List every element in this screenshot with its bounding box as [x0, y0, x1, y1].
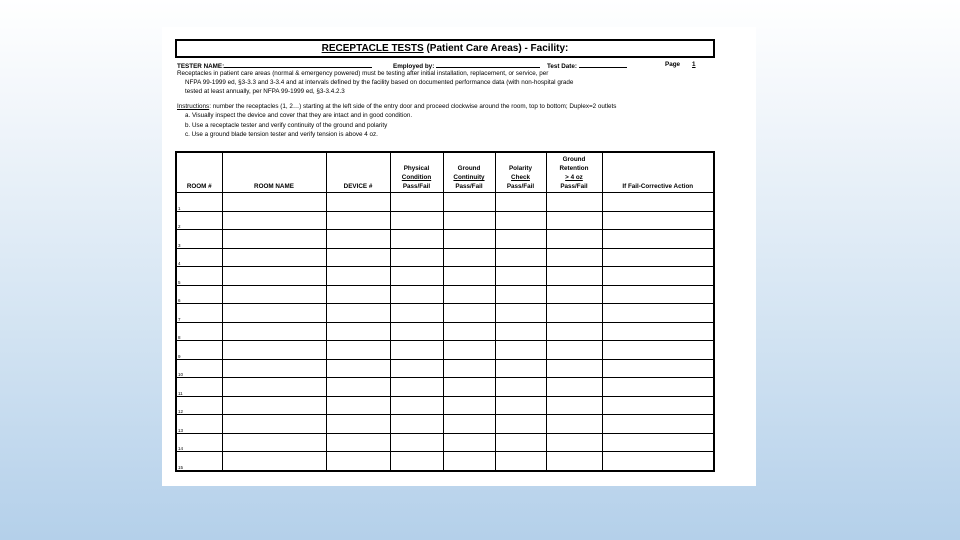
table-cell[interactable]: [390, 452, 443, 471]
header-physical-line3: Pass/Fail: [402, 183, 431, 190]
header-polarity-check: [495, 152, 546, 193]
table-cell[interactable]: [390, 211, 443, 230]
intro-line-1: Receptacles in patient care areas (normal & emergency powered) must be testing after initial installation, replacement, or service, per: [177, 70, 549, 77]
table-cell[interactable]: [390, 248, 443, 267]
row-number-cell[interactable]: 6: [176, 285, 222, 304]
table-cell[interactable]: [546, 341, 602, 360]
table-cell[interactable]: [495, 359, 546, 378]
table-cell[interactable]: [390, 378, 443, 397]
header-ground-line2: Continuity: [453, 174, 485, 181]
table-cell[interactable]: [443, 230, 495, 249]
table-cell[interactable]: [326, 396, 390, 415]
table-cell[interactable]: [602, 230, 714, 249]
table-cell[interactable]: [326, 304, 390, 323]
table-cell[interactable]: [546, 211, 602, 230]
table-cell[interactable]: [443, 267, 495, 286]
row-number-cell[interactable]: 9: [176, 341, 222, 360]
table-cell[interactable]: [390, 285, 443, 304]
header-corrective-action: If Fail-Corrective Action: [602, 152, 714, 193]
table-row: [176, 396, 714, 415]
table-cell[interactable]: [222, 359, 326, 378]
table-cell[interactable]: [602, 433, 714, 452]
table-cell[interactable]: [390, 322, 443, 341]
header-ground-retention: [546, 152, 602, 193]
row-number-cell[interactable]: 11: [176, 378, 222, 397]
table-cell[interactable]: [546, 452, 602, 471]
page-label: Page: [665, 61, 681, 68]
table-cell[interactable]: [222, 304, 326, 323]
table-cell[interactable]: [546, 433, 602, 452]
table-cell[interactable]: [222, 433, 326, 452]
table-cell[interactable]: [222, 378, 326, 397]
table-cell[interactable]: [443, 285, 495, 304]
employed-by-row: [393, 61, 540, 70]
table-cell[interactable]: [495, 267, 546, 286]
table-cell[interactable]: [495, 415, 546, 434]
row-number-cell[interactable]: 12: [176, 396, 222, 415]
instructions-line: [177, 103, 616, 110]
test-date-label: Test Date:: [547, 63, 577, 70]
table-cell[interactable]: [495, 341, 546, 360]
table-cell[interactable]: [222, 285, 326, 304]
header-room-name: ROOM NAME: [222, 152, 326, 193]
table-cell[interactable]: [546, 285, 602, 304]
header-physical-line1: Physical: [403, 165, 430, 172]
row-number-cell[interactable]: 8: [176, 322, 222, 341]
table-cell[interactable]: [546, 359, 602, 378]
employed-by-field[interactable]: [436, 61, 540, 68]
table-cell[interactable]: [326, 322, 390, 341]
table-cell[interactable]: [602, 267, 714, 286]
table-cell[interactable]: [443, 359, 495, 378]
table-cell[interactable]: [326, 248, 390, 267]
header-retention-line2: Retention: [559, 165, 589, 172]
table-cell[interactable]: [326, 267, 390, 286]
tester-name-label: TESTER NAME:: [177, 63, 225, 70]
receptacle-test-table: [175, 151, 715, 472]
table-row: [176, 248, 714, 267]
table-cell[interactable]: [222, 341, 326, 360]
header-polarity-line3: Pass/Fail: [506, 183, 535, 190]
table-cell[interactable]: [390, 341, 443, 360]
row-number-cell[interactable]: 1: [176, 193, 222, 212]
row-number-cell[interactable]: 2: [176, 211, 222, 230]
table-cell[interactable]: [546, 230, 602, 249]
table-cell[interactable]: [495, 193, 546, 212]
tester-name-row: [177, 61, 372, 70]
header-ground-line1: Ground: [457, 165, 481, 172]
intro-line-2: NFPA 99-1999 ed, §3-3.3 and 3-3.4 and at intervals defined by the facility based on documented performance data (with non-hospital grade: [185, 79, 574, 86]
table-cell[interactable]: [602, 285, 714, 304]
table-cell[interactable]: [546, 378, 602, 397]
table-cell[interactable]: [443, 378, 495, 397]
instructions-text: : number the receptacles (1, 2…) starting at the left side of the entry door and proceed clockwise around the room, top to bottom; Duplex=2 outlets: [209, 103, 617, 110]
header-retention-line4: Pass/Fail: [560, 183, 588, 190]
table-cell[interactable]: [390, 415, 443, 434]
table-cell[interactable]: [495, 322, 546, 341]
table-row: [176, 304, 714, 323]
table-cell[interactable]: [443, 248, 495, 267]
row-number-cell[interactable]: 7: [176, 304, 222, 323]
table-cell[interactable]: [326, 341, 390, 360]
table-cell[interactable]: [222, 452, 326, 471]
table-cell[interactable]: [443, 396, 495, 415]
table-cell[interactable]: [546, 415, 602, 434]
table-cell[interactable]: [222, 248, 326, 267]
table-row: [176, 359, 714, 378]
instruction-step-b: b. Use a receptacle tester and verify continuity of the ground and polarity: [185, 122, 388, 129]
table-cell[interactable]: [495, 248, 546, 267]
table-cell[interactable]: [326, 230, 390, 249]
page-row: [665, 61, 706, 68]
header-physical-line2: Condition: [401, 174, 432, 181]
table-cell[interactable]: [390, 193, 443, 212]
table-cell[interactable]: [443, 341, 495, 360]
table-row: [176, 452, 714, 471]
table-cell[interactable]: [222, 230, 326, 249]
table-cell[interactable]: [326, 378, 390, 397]
table-cell[interactable]: [546, 322, 602, 341]
tester-name-field[interactable]: [224, 61, 372, 68]
row-number-cell[interactable]: 4: [176, 248, 222, 267]
table-cell[interactable]: [222, 322, 326, 341]
header-physical-condition: [390, 152, 443, 193]
table-cell[interactable]: [443, 193, 495, 212]
header-device-number: DEVICE #: [326, 152, 390, 193]
header-polarity-line1: Polarity: [508, 165, 533, 172]
row-number-cell[interactable]: 10: [176, 359, 222, 378]
table-cell[interactable]: [326, 433, 390, 452]
table-cell[interactable]: [222, 396, 326, 415]
page-number: 1: [692, 61, 696, 68]
table-cell[interactable]: [602, 211, 714, 230]
table-cell[interactable]: [390, 359, 443, 378]
table-row: [176, 433, 714, 452]
table-cell[interactable]: [326, 285, 390, 304]
intro-line-3: tested at least annually, per NFPA 99-1999 ed, §3-3.4.2.3: [185, 88, 345, 95]
row-number-cell[interactable]: 3: [176, 230, 222, 249]
table-cell[interactable]: [602, 452, 714, 471]
table-cell[interactable]: [602, 193, 714, 212]
table-cell[interactable]: [222, 211, 326, 230]
table-row: [176, 230, 714, 249]
table-cell[interactable]: [390, 433, 443, 452]
table-cell[interactable]: [326, 415, 390, 434]
table-cell[interactable]: [390, 304, 443, 323]
table-cell[interactable]: [326, 211, 390, 230]
table-row: [176, 193, 714, 212]
form-sheet: [162, 27, 756, 486]
form-title-rest: (Patient Care Areas) - Facility:: [423, 43, 569, 54]
table-body: [176, 193, 714, 472]
table-cell[interactable]: [390, 267, 443, 286]
header-polarity-line2: Check: [511, 174, 530, 181]
table-cell[interactable]: [326, 193, 390, 212]
header-retention-line1: Ground: [562, 156, 586, 163]
table-cell[interactable]: [222, 267, 326, 286]
table-row: [176, 415, 714, 434]
table-cell[interactable]: [602, 304, 714, 323]
table-cell[interactable]: [546, 396, 602, 415]
table-row: [176, 322, 714, 341]
table-row: [176, 267, 714, 286]
row-number-cell[interactable]: 15: [176, 452, 222, 471]
table-cell[interactable]: [443, 415, 495, 434]
table-cell[interactable]: [222, 193, 326, 212]
instruction-step-a: a. Visually inspect the device and cover that they are intact and in good condition.: [185, 112, 413, 119]
test-date-row: [547, 61, 627, 70]
table-cell[interactable]: [495, 285, 546, 304]
instructions-label: Instructions: [177, 103, 210, 110]
table-row: [176, 341, 714, 360]
table-cell[interactable]: [602, 378, 714, 397]
table-cell[interactable]: [495, 230, 546, 249]
table-cell[interactable]: [602, 415, 714, 434]
table-cell[interactable]: [222, 415, 326, 434]
table-cell[interactable]: [443, 211, 495, 230]
table-cell[interactable]: [602, 322, 714, 341]
table-cell[interactable]: [495, 396, 546, 415]
test-date-field[interactable]: [579, 61, 627, 68]
table-cell[interactable]: [546, 193, 602, 212]
table-cell[interactable]: [443, 304, 495, 323]
header-retention-line3: > 4 oz: [565, 174, 583, 181]
table-cell[interactable]: [602, 248, 714, 267]
form-title: [175, 39, 715, 58]
table-cell[interactable]: [443, 322, 495, 341]
header-ground-continuity: [443, 152, 495, 193]
table-cell[interactable]: [546, 248, 602, 267]
table-row: [176, 211, 714, 230]
table-cell[interactable]: [443, 452, 495, 471]
table-cell[interactable]: [326, 359, 390, 378]
table-cell[interactable]: [495, 433, 546, 452]
table-cell[interactable]: [495, 378, 546, 397]
row-number-cell[interactable]: 5: [176, 267, 222, 286]
table-row: [176, 285, 714, 304]
table-cell[interactable]: [602, 341, 714, 360]
form-title-main: RECEPTACLE TESTS: [321, 43, 424, 54]
header-ground-line3: Pass/Fail: [455, 183, 483, 190]
row-number-cell[interactable]: 14: [176, 433, 222, 452]
table-cell[interactable]: [390, 230, 443, 249]
table-cell[interactable]: [495, 211, 546, 230]
row-number-cell[interactable]: 13: [176, 415, 222, 434]
table-cell[interactable]: [602, 396, 714, 415]
employed-by-label: Employed by:: [393, 63, 435, 70]
table-cell[interactable]: [602, 359, 714, 378]
table-row: [176, 378, 714, 397]
table-cell[interactable]: [326, 452, 390, 471]
table-cell[interactable]: [495, 304, 546, 323]
table-cell[interactable]: [390, 396, 443, 415]
header-room-number: ROOM #: [176, 152, 222, 193]
table-cell[interactable]: [546, 267, 602, 286]
table-header-row: [176, 152, 714, 193]
table-cell[interactable]: [546, 304, 602, 323]
table-cell[interactable]: [443, 433, 495, 452]
instruction-step-c: c. Use a ground blade tension tester and verify tension is above 4 oz.: [185, 131, 378, 138]
table-cell[interactable]: [495, 452, 546, 471]
